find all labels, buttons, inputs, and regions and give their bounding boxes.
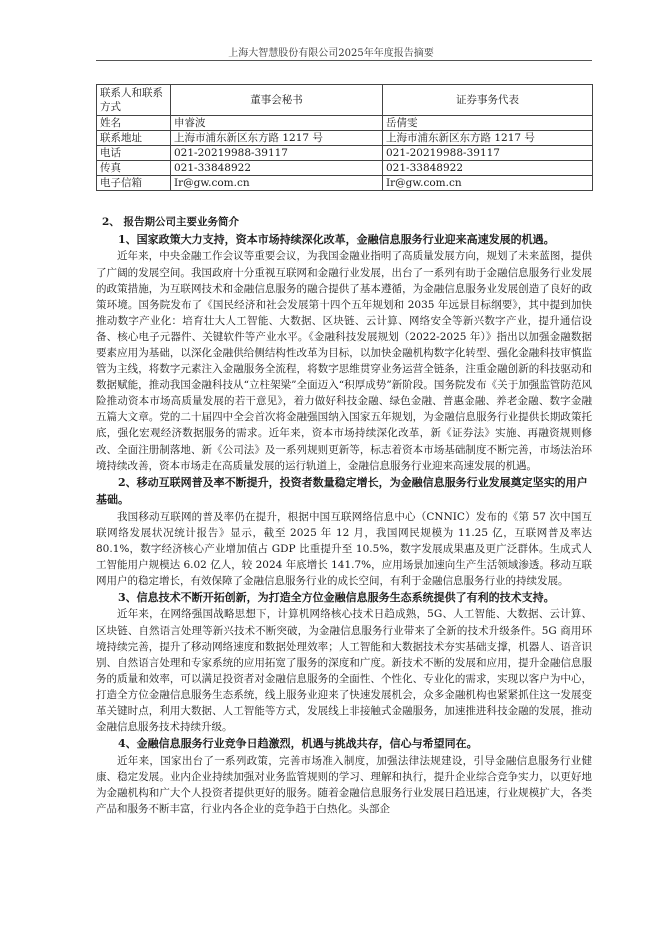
table-header-row [97,85,593,116]
competition-block [96,735,592,817]
table-cell: 021-33848922 [171,161,383,176]
table-row [97,146,593,161]
block-heading: 2、移动互联网普及率不断提升，投资者数量稳定增长，为金融信息服务行业发展奠定坚实的用户基础。 [96,475,588,507]
policy-block [96,231,592,474]
mobile-internet-block [96,474,592,589]
table-cell: 联系地址 [97,131,171,146]
table-cell: 传真 [97,161,171,176]
header-divider [96,60,592,61]
block-heading: 4、金融信息服务行业竞争日趋激烈，机遇与挑战共存，信心与希望同在。 [118,737,478,751]
table-cell: 上海市浦东新区东方路 1217 号 [171,131,383,146]
table-cell: 电话 [97,146,171,161]
table-cell: 021-20219988-39117 [383,146,593,161]
block-paragraph: 近年来，国家出台了一系列政策，完善市场准入制度，加强法律法规建设，引导金融信息服务行业健康、稳定发展。业内企业持续加强对业务监管规则的学习、理解和执行，提升企业综合竞争实力，以更好地为金融机构和广大个人投资者提供更好的服务。随着金融信息服务行业发展日趋迅速，行业规模扩大，各类产品和服务不断丰富，行业内各企业的竞争趋于白热化。头部企 [96,754,592,815]
table-header-cell: 董事会秘书 [171,85,383,116]
table-cell: 姓名 [97,116,171,131]
table-cell: 电子信箱 [97,176,171,191]
table-row [97,131,593,146]
business-overview [96,213,592,817]
technology-block [96,589,592,735]
table-row [97,116,593,131]
email-link[interactable]: Ir@gw.com.cn [383,176,593,191]
table-cell: 021-20219988-39117 [171,146,383,161]
table-cell: 申睿波 [171,116,383,131]
contact-table [96,84,593,191]
table-header-cell: 联系人和联系方式 [97,85,171,116]
block-paragraph: 我国移动互联网的普及率仍在提升，根据中国互联网络信息中心（CNNIC）发布的《第 57 次中国互联网络发展状况统计报告》显示，截至 2025 年 12 月，我国网民规模为 11.25 亿，互联网普及率达 80.1%，数字经济核心产业增加值占 GDP 比重提升至 10.5%，数字发展成果惠及更广泛群体。生成式人工智能用户规模达 6.02 亿人，较 2024 年底增长 141.7%，应用场景加速向生产生活领域渗透。移动互联网用户的稳定增长，有效保障了金融信息服务行业的成长空间，有利于金融信息服务行业的持续发展。 [96,510,592,587]
block-paragraph: 近年来，中央金融工作会议等重要会议，为我国金融业指明了高质量发展方向，规划了未来蓝图，提供了广阔的发展空间。我国政府十分重视互联网和金融行业发展，出台了一系列有助于金融信息服务行业发展的政策措施，为互联网技术和金融信息服务的融合提供了基本遵循，为金融信息服务业发展创造了良好的政策环境。国务院发布了《国民经济和社会发展第十四个五年规划和 2035 年远景目标纲要》，其中提到加快推动数字产业化：培育壮大人工智能、大数据、区块链、云计算、网络安全等新兴数字产业，提升通信设备、核心电子元器件、关键软件等产业水平。《金融科技发展规划（2022-2025 年）》指出以加强金融数据要素应用为基础，以深化金融供给侧结构性改革为目标，以加快金融机构数字化转型、强化金融科技审慎监管为主线，将数字元素注入金融服务全流程，将数字思维贯穿业务运营全链条，注重金融创新的科技驱动和数据赋能，推动我国金融科技从“立柱架梁”全面迈入“积厚成势”新阶段。国务院发布《关于加强监管防范风险推动资本市场高质量发展的若干意见》，着力做好科技金融、绿色金融、普惠金融、养老金融、数字金融五篇大文章。党的二十届四中全会首次将金融强国纳入国家五年规划，为金融信息服务行业提供长期政策托底，强化宏观经济数据服务的需求。近年来，资本市场持续深化改革，新《证券法》实施、再融资规则修改、全面注册制落地、新《公司法》及一系列规则更新等，标志着资本市场基础制度不断完善，市场法治环境持续改善，资本市场走在高质量发展的运行轨道上，金融信息服务行业迎来高速发展的机遇。 [96,250,592,472]
table-header-cell: 证券事务代表 [383,85,593,116]
block-paragraph: 近年来，在网络强国战略思想下，计算机网络核心技术日趋成熟，5G、人工智能、大数据、云计算、区块链、自然语言处理等新兴技术不断突破，为金融信息服务行业带来了全新的技术升级条件。5G 商用环境持续完善，提升了移动网络速度和数据处理效率；人工智能和大数据技术夯实基础支撑，机器人、语音识别、自然语言处理和专家系统的应用拓宽了服务的深度和广度。新技术不断的发展和应用，提升金融信息服务的质量和效率，可以满足投资者对金融信息服务的全面性、个性化、专业化的需求，实现以客户为中心，打造全方位金融信息服务生态系统，线上服务业迎来了快速发展机会，众多金融机构也紧紧抓住这一发展变革关键时点，利用大数据、人工智能等方式，发展线上非接触式金融服务，加速推进科技金融的发展，推动金融信息服务技术持续升级。 [96,608,592,734]
table-cell: 岳倩雯 [383,116,593,131]
section-title: 2、 报告期公司主要业务简介 [102,216,239,228]
table-cell: 上海市浦东新区东方路 1217 号 [383,131,593,146]
block-heading: 3、信息技术不断开拓创新，为打造全方位金融信息服务生态系统提供了有利的技术支持。 [118,591,555,604]
email-link[interactable]: Ir@gw.com.cn [171,176,383,191]
table-cell: 021-33848922 [383,161,593,176]
table-row [97,176,593,191]
table-row [97,161,593,176]
page-header: 上海大智慧股份有限公司2025年年度报告摘要 [228,48,434,59]
block-heading: 1、国家政策大力支持，资本市场持续深化改革，金融信息服务行业迎来高速发展的机遇。 [118,233,555,246]
